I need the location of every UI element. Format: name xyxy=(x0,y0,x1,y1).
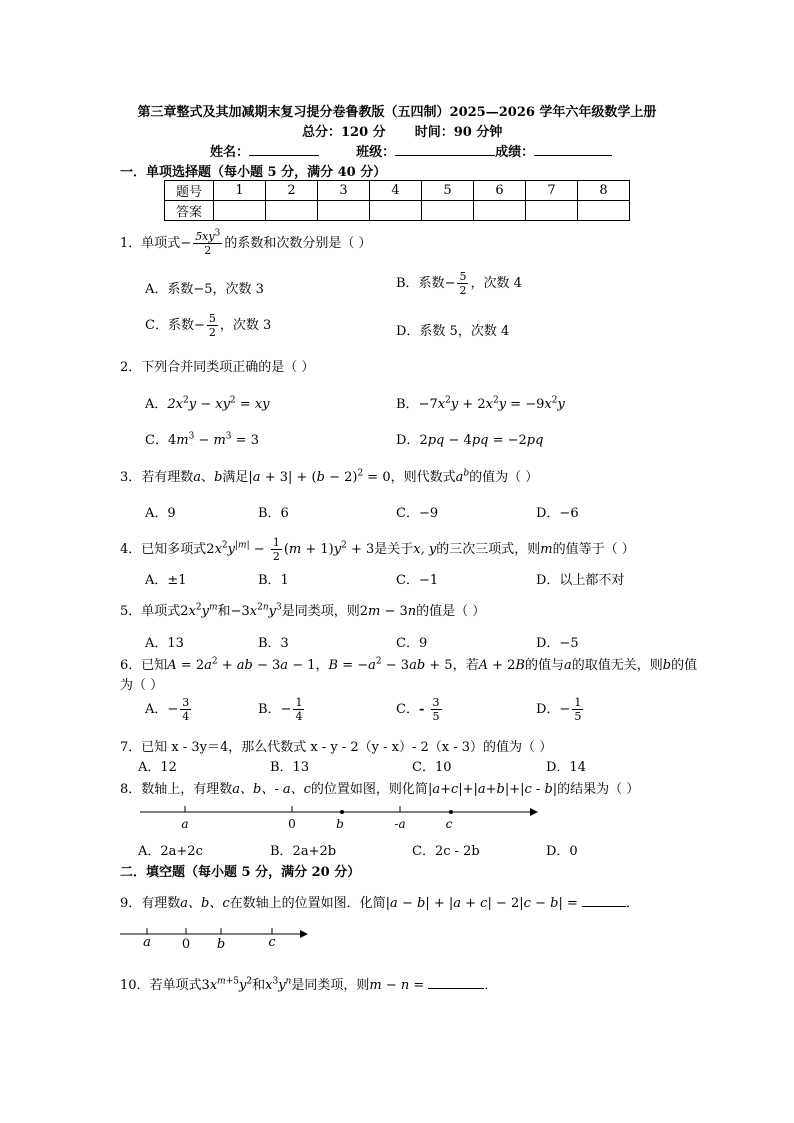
table-cell: 1 xyxy=(214,181,266,201)
q8-point-c xyxy=(449,810,453,814)
table-cell: 3 xyxy=(318,181,370,201)
q2-option-a[interactable]: A．$2x^2y - xy^2$ = xy xyxy=(145,395,270,412)
table-row-label: 答案 xyxy=(165,201,214,221)
question-2: 2．下列合并同类项正确的是（ ） xyxy=(120,360,315,375)
q9-label-a: a xyxy=(143,935,151,950)
q4-option-a[interactable]: A．±1 xyxy=(145,573,187,588)
q3-option-d[interactable]: D．−6 xyxy=(536,506,579,521)
question-1: 1．单项式− $\frac{5xy^3}{2}$ 的系数和次数分别是（ ） xyxy=(120,228,372,257)
table-cell: 7 xyxy=(526,181,578,201)
q3-option-a[interactable]: A．9 xyxy=(145,506,176,521)
table-row-label: 题号 xyxy=(165,181,214,201)
q5-option-d[interactable]: D．−5 xyxy=(536,636,579,651)
table-cell: 8 xyxy=(578,181,630,201)
q9-answer-blank[interactable] xyxy=(582,906,626,907)
q6-option-d[interactable]: D．− $\frac{1}{5}$ xyxy=(536,696,582,723)
question-3: 3．若有理数a、b满足$|a + 3| + (b - 2)^2 = 0$，则代数式$a^b$的值为（ ） xyxy=(120,468,539,485)
section1-heading: 一．单项选择题（每小题 5 分，满分 40 分） xyxy=(120,165,387,180)
q3-option-c[interactable]: C．−9 xyxy=(396,506,439,521)
q4-option-c[interactable]: C．−1 xyxy=(396,573,439,588)
q5-option-b[interactable]: B．3 xyxy=(258,636,289,651)
q8-axis-arrow xyxy=(530,808,538,816)
q8-label-neg-a: -a xyxy=(394,817,406,831)
q8-label-a: a xyxy=(181,817,189,831)
q6-option-b[interactable]: B．− $\frac{1}{4}$ xyxy=(258,696,303,723)
question-10: 10．若单项式$3x^{m+5}y^2$和$x^3y^n$是同类项，则m − n = ． xyxy=(120,976,498,993)
question-6: 6．已知$A = 2a^2$ + ab − 3a − 1，$B = -a^2 - 3ab + 5$，若A + 2B的值与a的取值无关，则b的值 xyxy=(120,656,698,673)
grade-label: 成绩： xyxy=(495,145,535,160)
q6-option-a[interactable]: A．− $\frac{3}{4}$ xyxy=(145,696,190,723)
q4-option-d[interactable]: D．以上都不对 xyxy=(536,573,625,588)
q7-option-d[interactable]: D．14 xyxy=(546,760,586,775)
q9-label-c: c xyxy=(268,935,276,950)
q8-label-0: 0 xyxy=(288,817,296,831)
q9-label-0: 0 xyxy=(181,937,191,952)
page-title: 第三章整式及其加减期末复习提分卷鲁教版（五四制）2025—2026 学年六年级数学上册 xyxy=(137,105,657,120)
q8-label-b: b xyxy=(336,817,344,831)
question-9: 9．有理数a、b、c在数轴上的位置如图．化简|a − b| + |a + c| − 2|c − b| = ． xyxy=(120,896,639,911)
q3-option-b[interactable]: B．6 xyxy=(258,506,289,521)
total-score: 总分：120 分 xyxy=(302,125,386,140)
class-label: 班级： xyxy=(356,145,396,160)
q8-option-a[interactable]: A．2a+2c xyxy=(138,844,203,859)
q5-option-a[interactable]: A．13 xyxy=(145,636,184,651)
q7-option-b[interactable]: B．13 xyxy=(270,760,310,775)
q8-option-d[interactable]: D．0 xyxy=(546,844,578,859)
q1-option-b[interactable]: B．系数− $\frac{5}{2}$ ，次数 4 xyxy=(396,270,522,297)
q1-option-c[interactable]: C．系数− $\frac{5}{2}$ ，次数 3 xyxy=(145,312,272,339)
q2-option-d[interactable]: D．2pq − 4pq = −2pq xyxy=(396,433,544,448)
question-7: 7．已知 x - 3y＝4，那么代数式 x - y - 2（y - x）- 2（x - 3）的值为（ ） xyxy=(120,740,553,755)
q6-option-c[interactable]: C．- $\frac{3}{5}$ xyxy=(396,696,440,723)
q7-option-a[interactable]: A．12 xyxy=(138,760,177,775)
q4-option-b[interactable]: B．1 xyxy=(258,573,289,588)
q8-label-c: c xyxy=(445,817,453,831)
section2-heading: 二．填空题（每小题 5 分，满分 20 分） xyxy=(120,865,361,880)
table-cell: 6 xyxy=(474,181,526,201)
q8-option-b[interactable]: B．2a+2b xyxy=(270,844,337,859)
q2-option-c[interactable]: C．$4m^3 - m^3 = 3$ xyxy=(145,431,259,448)
q1-option-d[interactable]: D．系数 5，次数 4 xyxy=(396,324,510,339)
q2-option-b[interactable]: B．$-7x^2y + 2x^2y = -9x^2y$ xyxy=(396,395,565,412)
table-cell: 5 xyxy=(422,181,474,201)
q10-answer-blank[interactable] xyxy=(428,988,484,989)
q7-option-c[interactable]: C．10 xyxy=(412,760,452,775)
table-cell: 4 xyxy=(370,181,422,201)
q8-option-c[interactable]: C．2c - 2b xyxy=(412,844,480,859)
question-6-line2: 为（ ） xyxy=(120,678,164,693)
q8-point-b xyxy=(340,810,344,814)
q1-option-a[interactable]: A．系数−5，次数 3 xyxy=(145,282,264,297)
table-cell: 2 xyxy=(266,181,318,201)
question-5: 5．单项式$2x^2y^m$和$-3x^{2n}y^3$是同类项，则2m − 3n的值是（ ） xyxy=(120,602,486,619)
time-limit: 时间：90 分钟 xyxy=(414,125,503,140)
q9-label-b: b xyxy=(216,937,226,952)
question-8: 8．数轴上，有理数a、b、- a、c的位置如图，则化简|a+c|+|a+b|+|c - b|的结果为（ ） xyxy=(120,782,640,797)
q5-option-c[interactable]: C．9 xyxy=(396,636,428,651)
name-label: 姓名： xyxy=(210,145,250,160)
question-4: 4．已知多项式$2x^2y^{|m|}$ − $\frac{1}{2}$ $(m + 1)y^2 + 3$是关于x, y的三次三项式，则m的值等于（ ） xyxy=(120,536,635,563)
q9-axis-arrow xyxy=(300,930,308,938)
